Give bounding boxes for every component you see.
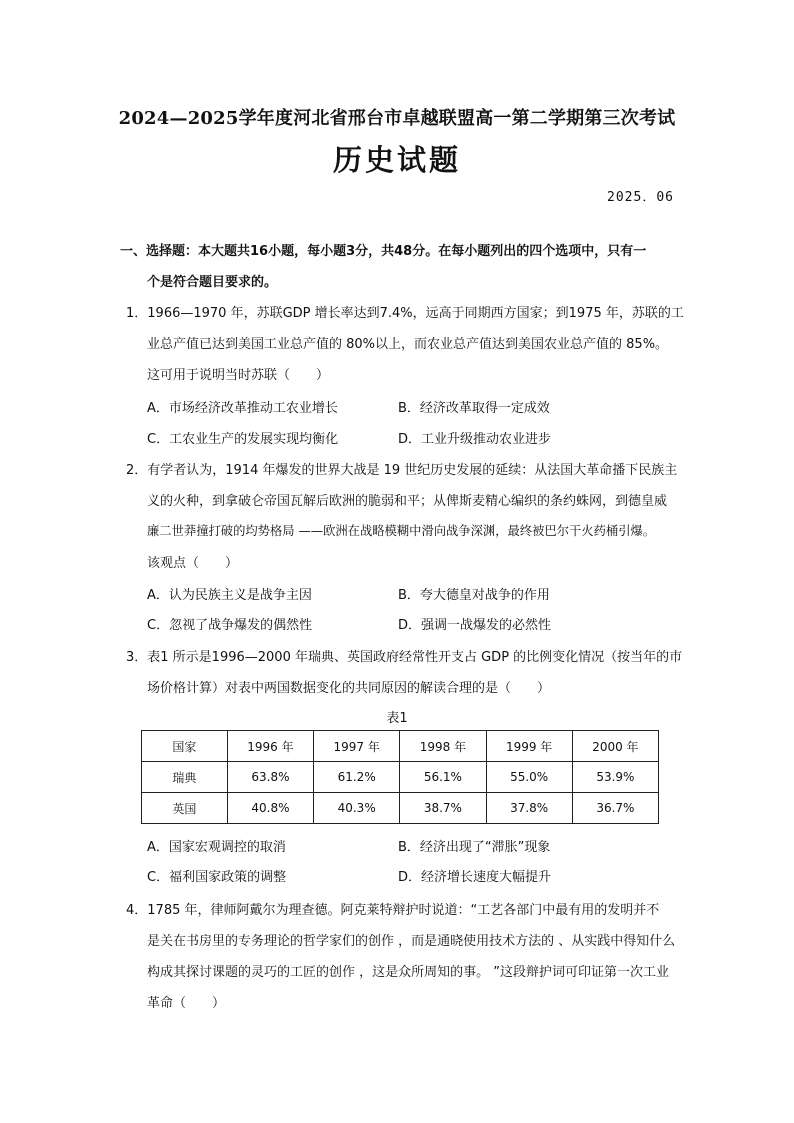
table-row <box>142 762 659 793</box>
table-header-row <box>142 731 659 762</box>
table-header-cell: 1996 年 <box>227 731 313 762</box>
q2-option-d[interactable]: D．强调一战爆发的必然性 <box>398 618 552 633</box>
q4-line3: 构成其探讨课题的灵巧的工匠的创作 ，这是众所周知的事。 ”这段辩护词可印证第一次工业 <box>147 965 670 980</box>
table-cell: 38.7% <box>400 793 486 824</box>
q2-line2: 义的火种，到拿破仑帝国瓦解后欧洲的脆弱和平；从俾斯麦精心编织的条约蛛网，到德皇威 <box>147 494 668 509</box>
q4-line1: 4．1785 年，律师阿戴尔为理查德。阿克莱特辩护时说道：“工艺各部门中最有用的发明并不 <box>126 903 660 918</box>
table-cell: 61.2% <box>314 762 400 793</box>
q2-option-c[interactable]: C．忽视了战争爆发的偶然性 <box>147 618 313 633</box>
q2-option-a[interactable]: A．认为民族主义是战争主因 <box>147 588 312 603</box>
table-cell: 英国 <box>142 793 228 824</box>
q1-option-d[interactable]: D．工业升级推动农业进步 <box>398 432 552 447</box>
section-instructions-line1: 一、选择题：本大题共16小题，每小题3分，共48分。在每小题列出的四个选项中，只有一 <box>120 244 647 259</box>
table-cell: 瑞典 <box>142 762 228 793</box>
section-instructions-line2: 个是符合题目要求的。 <box>147 275 278 290</box>
table-cell: 40.3% <box>314 793 400 824</box>
table-cell: 36.7% <box>572 793 658 824</box>
q3-line2: 场价格计算）对表中两国数据变化的共同原因的解读合理的是（ ） <box>147 681 551 696</box>
exam-date: 2025．06 <box>607 190 674 205</box>
q3-option-b[interactable]: B．经济出现了“滞胀”现象 <box>398 840 551 855</box>
table-cell: 40.8% <box>227 793 313 824</box>
q2-line1: 2．有学者认为，1914 年爆发的世界大战是 19 世纪历史发展的延续：从法国大革命播下民族主 <box>126 463 678 478</box>
q1-line1: 1．1966—1970 年，苏联GDP 增长率达到7.4%，远高于同期西方国家；到1975 年，苏联的工 <box>126 306 684 321</box>
q3-option-d[interactable]: D．经济增长速度大幅提升 <box>398 870 552 885</box>
data-table <box>141 730 659 824</box>
table-header-cell: 国家 <box>142 731 228 762</box>
q1-option-a[interactable]: A．市场经济改革推动工农业增长 <box>147 401 338 416</box>
q1-option-b[interactable]: B．经济改革取得一定成效 <box>398 401 550 416</box>
table-cell: 63.8% <box>227 762 313 793</box>
table-cell: 55.0% <box>486 762 572 793</box>
q4-line2: 是关在书房里的专务理论的哲学家们的创作 ，而是通晓使用技术方法的 、从实践中得知什么 <box>147 934 676 949</box>
q2-line3: 廉二世莽撞打破的均势格局 ——欧洲在战略模糊中滑向战争深渊，最终被巴尔干火药桶引爆。 <box>147 524 656 538</box>
q1-option-c[interactable]: C．工农业生产的发展实现均衡化 <box>147 432 339 447</box>
exam-title: 2024—2025学年度河北省邢台市卓越联盟高一第二学期第三次考试 <box>118 108 676 129</box>
q1-line3: 这可用于说明当时苏联（ ） <box>147 368 330 383</box>
q1-line2: 业总产值已达到美国工业总产值的 80%以上，而农业总产值达到美国农业总产值的 85%。 <box>147 337 669 352</box>
table-header-cell: 1999 年 <box>486 731 572 762</box>
table-cell: 56.1% <box>400 762 486 793</box>
table-header-cell: 1997 年 <box>314 731 400 762</box>
q3-option-a[interactable]: A．国家宏观调控的取消 <box>147 840 286 855</box>
table-header-cell: 1998 年 <box>400 731 486 762</box>
table-cell: 37.8% <box>486 793 572 824</box>
table-cell: 53.9% <box>572 762 658 793</box>
table-header-cell: 2000 年 <box>572 731 658 762</box>
q3-option-c[interactable]: C．福利国家政策的调整 <box>147 870 287 885</box>
subject-title: 历史试题 <box>332 143 461 177</box>
q2-line4: 该观点（ ） <box>147 556 239 571</box>
q4-line4: 革命（ ） <box>147 996 226 1011</box>
q2-option-b[interactable]: B．夸大德皇对战争的作用 <box>398 588 550 603</box>
table-caption: 表1 <box>386 711 408 726</box>
q3-line1: 3．表1 所示是1996—2000 年瑞典、英国政府经常性开支占 GDP 的比例变化情况（按当年的市 <box>126 650 683 665</box>
table-row <box>142 793 659 824</box>
